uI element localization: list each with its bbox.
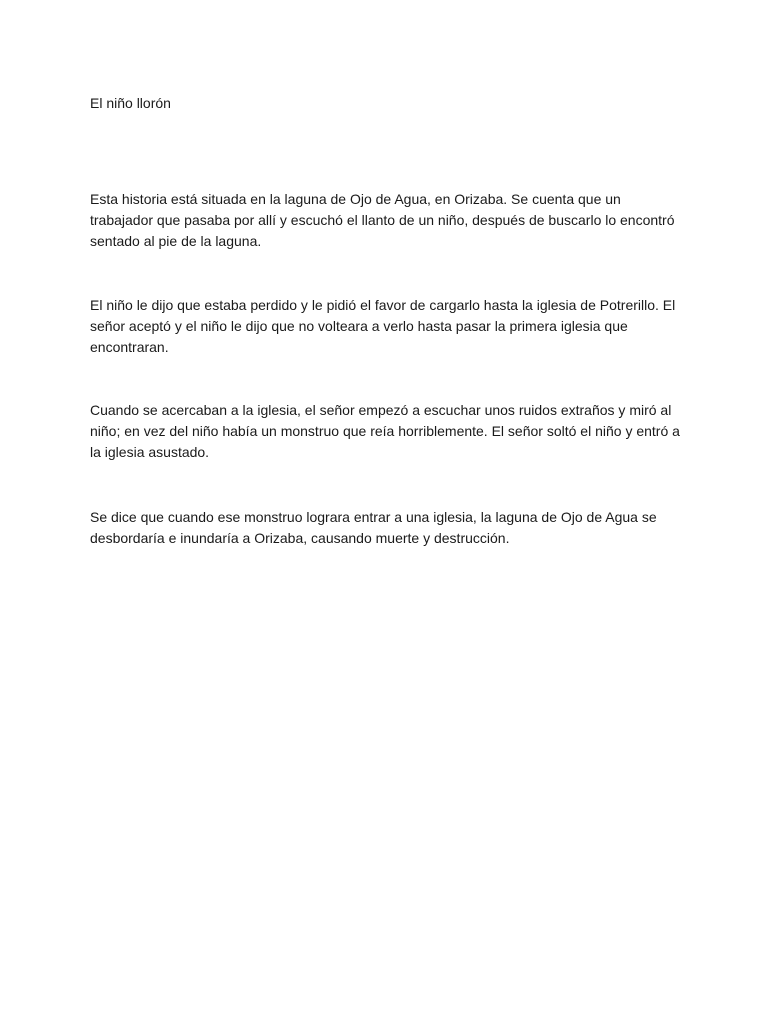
paragraph-3: Cuando se acercaban a la iglesia, el señor empezó a escuchar unos ruidos extraños y miró al niño; en vez del niño había un monstruo que reía horriblemente. El señor soltó el niño y entró a la iglesia asustado. [90,402,680,460]
paragraph-2: El niño le dijo que estaba perdido y le pidió el favor de cargarlo hasta la iglesia de Potrerillo. El señor aceptó y el niño le dijo que no volteara a verlo hasta pasar la primera iglesia que encontraran. [90,297,676,355]
document-title: El niño llorón [90,95,171,111]
paragraph-1: Esta historia está situada en la laguna de Ojo de Agua, en Orizaba. Se cuenta que un trabajador que pasaba por allí y escuchó el llanto de un niño, después de buscarlo lo encontró sentado al pie de la laguna. [90,191,675,249]
paragraph-4: Se dice que cuando ese monstruo lograra entrar a una iglesia, la laguna de Ojo de Agua se desbordaría e inundaría a Orizaba, causando muerte y destrucción. [90,509,657,546]
